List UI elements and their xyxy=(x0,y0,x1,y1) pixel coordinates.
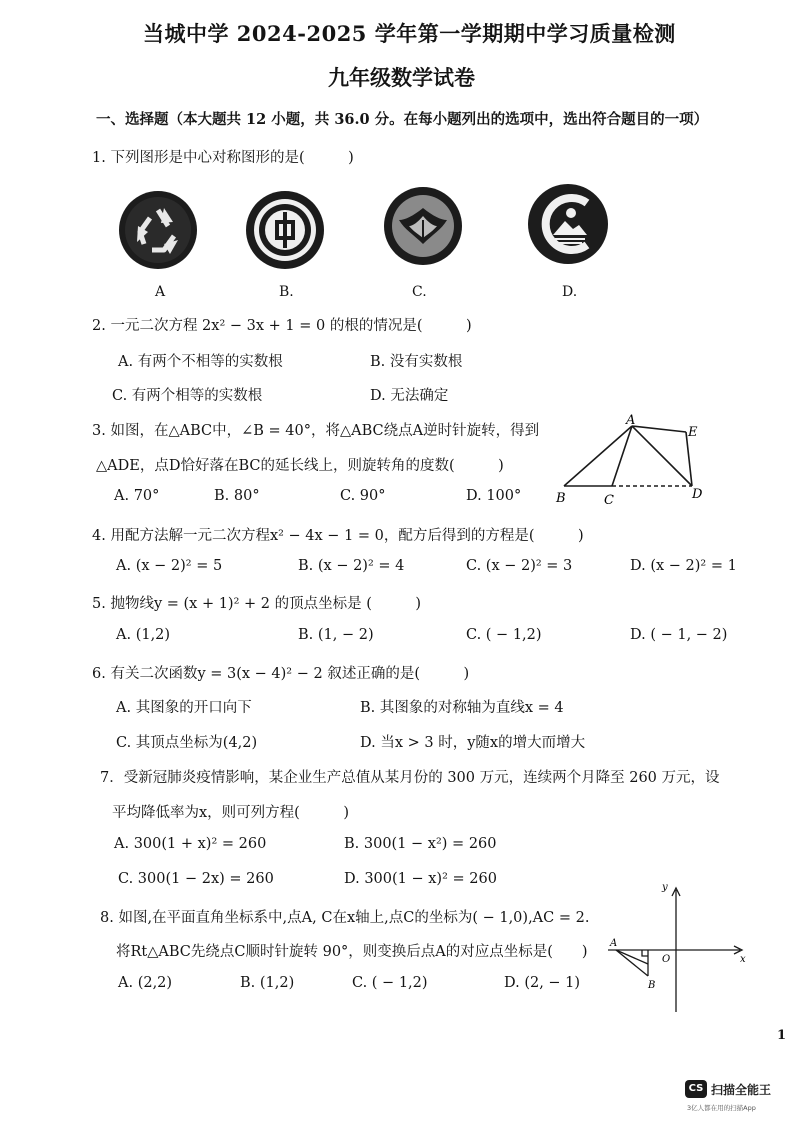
q4-option-c: C. (x − 2)² = 3 xyxy=(466,558,573,574)
q4-option-d: D. (x − 2)² = 1 xyxy=(630,558,737,574)
q4-option-b: B. (x − 2)² = 4 xyxy=(298,558,405,574)
q1-label-b: B. xyxy=(279,284,294,300)
section-heading: 一、选择题（本大题共 12 小题，共 36.0 分。在每小题列出的选项中，选出符合题目的一项） xyxy=(96,111,709,128)
question-8-stem-line1: 8. 如图,在平面直角坐标系中,点A, C在x轴上,点C的坐标为( − 1,0),AC = 2. xyxy=(100,910,590,926)
exam-title: 当城中学 2024-2025 学年第一学期期中学习质量检测 xyxy=(143,21,676,46)
question-4-stem: 4. 用配方法解一元二次方程x² − 4x − 1 = 0，配方后得到的方程是( ) xyxy=(92,528,584,544)
q3-label-e: E xyxy=(688,425,698,440)
question-6-stem: 6. 有关二次函数y = 3(x − 4)² − 2 叙述正确的是( ) xyxy=(92,666,470,682)
q6-option-a: A. 其图象的开口向下 xyxy=(116,700,252,716)
q8-label-o: O xyxy=(662,954,671,965)
q2-option-a: A. 有两个不相等的实数根 xyxy=(118,354,283,370)
leaf-emblem-logo-icon xyxy=(383,186,463,266)
question-8-stem-line2: 将Rt△ABC先绕点C顺时针旋转 90°，则变换后点A的对应点坐标是( ) xyxy=(116,944,588,960)
q5-option-a: A. (1,2) xyxy=(116,627,171,643)
q2-option-d: D. 无法确定 xyxy=(370,388,449,404)
q8-option-a: A. (2,2) xyxy=(118,975,173,991)
scanner-tagline: 3亿人都在用的扫描App xyxy=(687,1104,756,1112)
q3-label-b: B xyxy=(556,491,566,506)
q3-option-b: B. 80° xyxy=(214,488,260,504)
q2-option-c: C. 有两个相等的实数根 xyxy=(112,388,263,404)
q8-option-d: D. (2, − 1) xyxy=(504,975,581,991)
question-7-stem-line2: 平均降低率为x，则可列方程( ) xyxy=(112,805,349,821)
q8-option-b: B. (1,2) xyxy=(240,975,295,991)
q6-option-c: C. 其顶点坐标为(4,2) xyxy=(116,735,258,751)
question-3-stem-line1: 3. 如图，在△ABC中，∠B = 40°，将△ABC绕点A逆时针旋转，得到 xyxy=(92,423,540,439)
q7-option-c: C. 300(1 − 2x) = 260 xyxy=(118,871,274,887)
q7-option-d: D. 300(1 − x)² = 260 xyxy=(344,871,497,887)
q3-triangle-figure xyxy=(550,412,720,512)
scanner-app-name: 扫描全能王 xyxy=(711,1083,772,1097)
question-3-stem-line2: △ADE，点D恰好落在BC的延长线上，则旋转角的度数( ) xyxy=(96,458,504,474)
question-5-stem: 5. 抛物线y = (x + 1)² + 2 的顶点坐标是 ( ) xyxy=(92,596,422,612)
q8-option-c: C. ( − 1,2) xyxy=(352,975,428,991)
question-2-stem: 2. 一元二次方程 2x² − 3x + 1 = 0 的根的情况是( ) xyxy=(92,318,472,334)
q8-label-b: B xyxy=(648,980,656,991)
camscanner-logo-icon: CS xyxy=(685,1080,707,1098)
recycle-logo-icon xyxy=(118,190,198,270)
q5-option-c: C. ( − 1,2) xyxy=(466,627,542,643)
q8-label-a: A xyxy=(610,938,618,949)
q6-option-d: D. 当x > 3 时，y随x的增大而增大 xyxy=(360,735,586,751)
c-shaped-landscape-logo-icon xyxy=(527,183,609,265)
bank-coin-logo-icon xyxy=(245,190,325,270)
q3-label-c: C xyxy=(604,493,614,508)
q1-label-a: A xyxy=(155,284,166,300)
q3-label-d: D xyxy=(692,487,703,502)
q1-label-c: C. xyxy=(412,284,427,300)
q7-option-a: A. 300(1 + x)² = 260 xyxy=(114,836,267,852)
q8-label-x: x xyxy=(740,954,746,965)
page-number: 1 xyxy=(777,1028,787,1043)
q3-label-a: A xyxy=(626,413,636,428)
question-1-stem: 1. 下列图形是中心对称图形的是( ) xyxy=(92,150,354,166)
question-7-stem-line1: 7．受新冠肺炎疫情影响，某企业生产总值从某月份的 300 万元，连续两个月降至 260 万元，设 xyxy=(100,770,720,786)
q6-option-b: B. 其图象的对称轴为直线x = 4 xyxy=(360,700,564,716)
q8-label-y: y xyxy=(662,882,668,893)
q7-option-b: B. 300(1 − x²) = 260 xyxy=(344,836,497,852)
exam-subtitle: 九年级数学试卷 xyxy=(328,65,475,90)
q3-option-a: A. 70° xyxy=(114,488,160,504)
q3-option-c: C. 90° xyxy=(340,488,386,504)
q3-option-d: D. 100° xyxy=(466,488,522,504)
q1-label-d: D. xyxy=(562,284,578,300)
q5-option-b: B. (1, − 2) xyxy=(298,627,374,643)
q2-option-b: B. 没有实数根 xyxy=(370,354,463,370)
q5-option-d: D. ( − 1, − 2) xyxy=(630,627,728,643)
q8-coordinate-figure xyxy=(606,878,750,1014)
q4-option-a: A. (x − 2)² = 5 xyxy=(116,558,223,574)
